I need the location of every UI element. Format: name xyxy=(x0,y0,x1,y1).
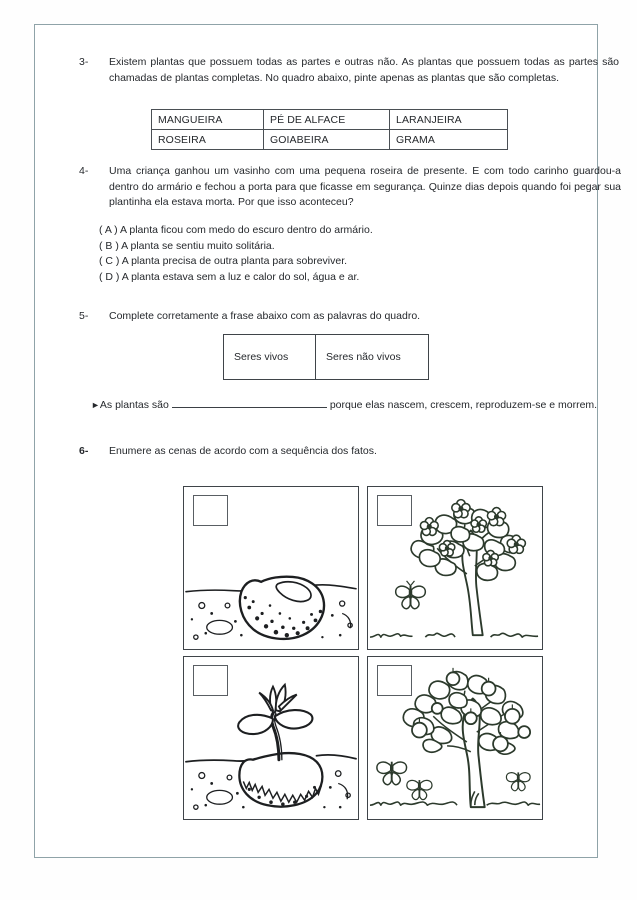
word-bank-seres-vivos[interactable]: Seres vivos xyxy=(224,335,316,380)
scene-1-answer-box[interactable] xyxy=(193,495,228,526)
fill-in-blank-sentence xyxy=(91,397,621,413)
question-5-text: Complete corretamente a frase abaixo com as palavras do quadro. xyxy=(109,310,421,322)
question-4-options xyxy=(99,223,519,285)
ground-grass xyxy=(370,633,538,637)
seed-in-soil-scene xyxy=(183,486,359,650)
question-6 xyxy=(79,444,579,460)
answer-blank-line[interactable] xyxy=(172,397,327,408)
scene-sequence-grid xyxy=(183,486,543,820)
plant-cell-mangueira[interactable]: MANGUEIRA xyxy=(152,110,264,130)
plant-cell-laranjeira[interactable]: LARANJEIRA xyxy=(390,110,508,130)
question-4 xyxy=(79,164,624,211)
question-4-number: 4- xyxy=(79,165,89,177)
sprout-leaf-right xyxy=(275,710,312,728)
butterfly-icon xyxy=(377,762,530,800)
plant-cell-roseira[interactable]: ROSEIRA xyxy=(152,130,264,150)
beings-word-bank-table xyxy=(223,334,429,380)
seed-husk xyxy=(239,753,322,807)
question-3 xyxy=(79,55,619,86)
plant-cell-goiabeira[interactable]: GOIABEIRA xyxy=(264,130,390,150)
word-bank-seres-nao-vivos[interactable]: Seres não vivos xyxy=(316,335,429,380)
option-a[interactable]: ( A ) A planta ficou com medo do escuro dentro do armário. xyxy=(99,224,373,236)
question-6-number: 6- xyxy=(79,445,89,457)
plant-cell-grama[interactable]: GRAMA xyxy=(390,130,508,150)
option-b[interactable]: ( B ) A planta se sentiu muito solitária. xyxy=(99,239,275,252)
sentence-start-text: As plantas são xyxy=(99,399,169,411)
scene-3-answer-box[interactable] xyxy=(193,665,228,696)
table-row xyxy=(152,130,508,150)
question-4-text: Uma criança ganhou um vasinho com uma pequena roseira de presente. E com todo carinho guardou-a dentro do armário e fechou a porta para que ficasse em segurança. Quinze dias depois quando foi pegar sua plantinha ela estava morta. Por que isso aconteceu? xyxy=(109,165,621,208)
plants-table xyxy=(151,109,508,150)
table-row xyxy=(152,110,508,130)
question-5-number: 5- xyxy=(79,310,89,322)
plant-cell-pe-de-alface[interactable]: PÉ DE ALFACE xyxy=(264,110,390,130)
question-3-text: Existem plantas que possuem todas as partes e outras não. As plantas que possuem todas as partes são chamadas de plantas completas. No quadro abaixo, pinte apenas as plantas que são completas. xyxy=(109,56,619,84)
flowering-tree-scene xyxy=(367,486,543,650)
arrow-marker-icon: ► xyxy=(91,400,100,410)
scene-2-answer-box[interactable] xyxy=(377,495,412,526)
butterfly-icon xyxy=(396,581,426,609)
question-3-number: 3- xyxy=(79,56,89,68)
page-border-frame xyxy=(34,24,621,858)
sprout-leaf-left xyxy=(238,715,273,734)
question-5 xyxy=(79,309,619,325)
sentence-end-text: porque elas nascem, crescem, reproduzem-se e morrem. xyxy=(329,399,598,411)
question-6-text: Enumere as cenas de acordo com a sequência dos fatos. xyxy=(109,445,377,457)
sprout-tip xyxy=(259,685,297,713)
option-c[interactable]: ( C ) A planta precisa de outra planta para sobreviver. xyxy=(99,255,348,267)
fruiting-tree-scene xyxy=(367,656,543,820)
sprouting-seedling-scene xyxy=(183,656,359,820)
option-d[interactable]: ( D ) A planta estava sem a luz e calor do sol, água e ar. xyxy=(99,270,360,283)
ground-grass xyxy=(370,791,540,805)
table-row xyxy=(224,335,429,380)
scene-4-answer-box[interactable] xyxy=(377,665,412,696)
